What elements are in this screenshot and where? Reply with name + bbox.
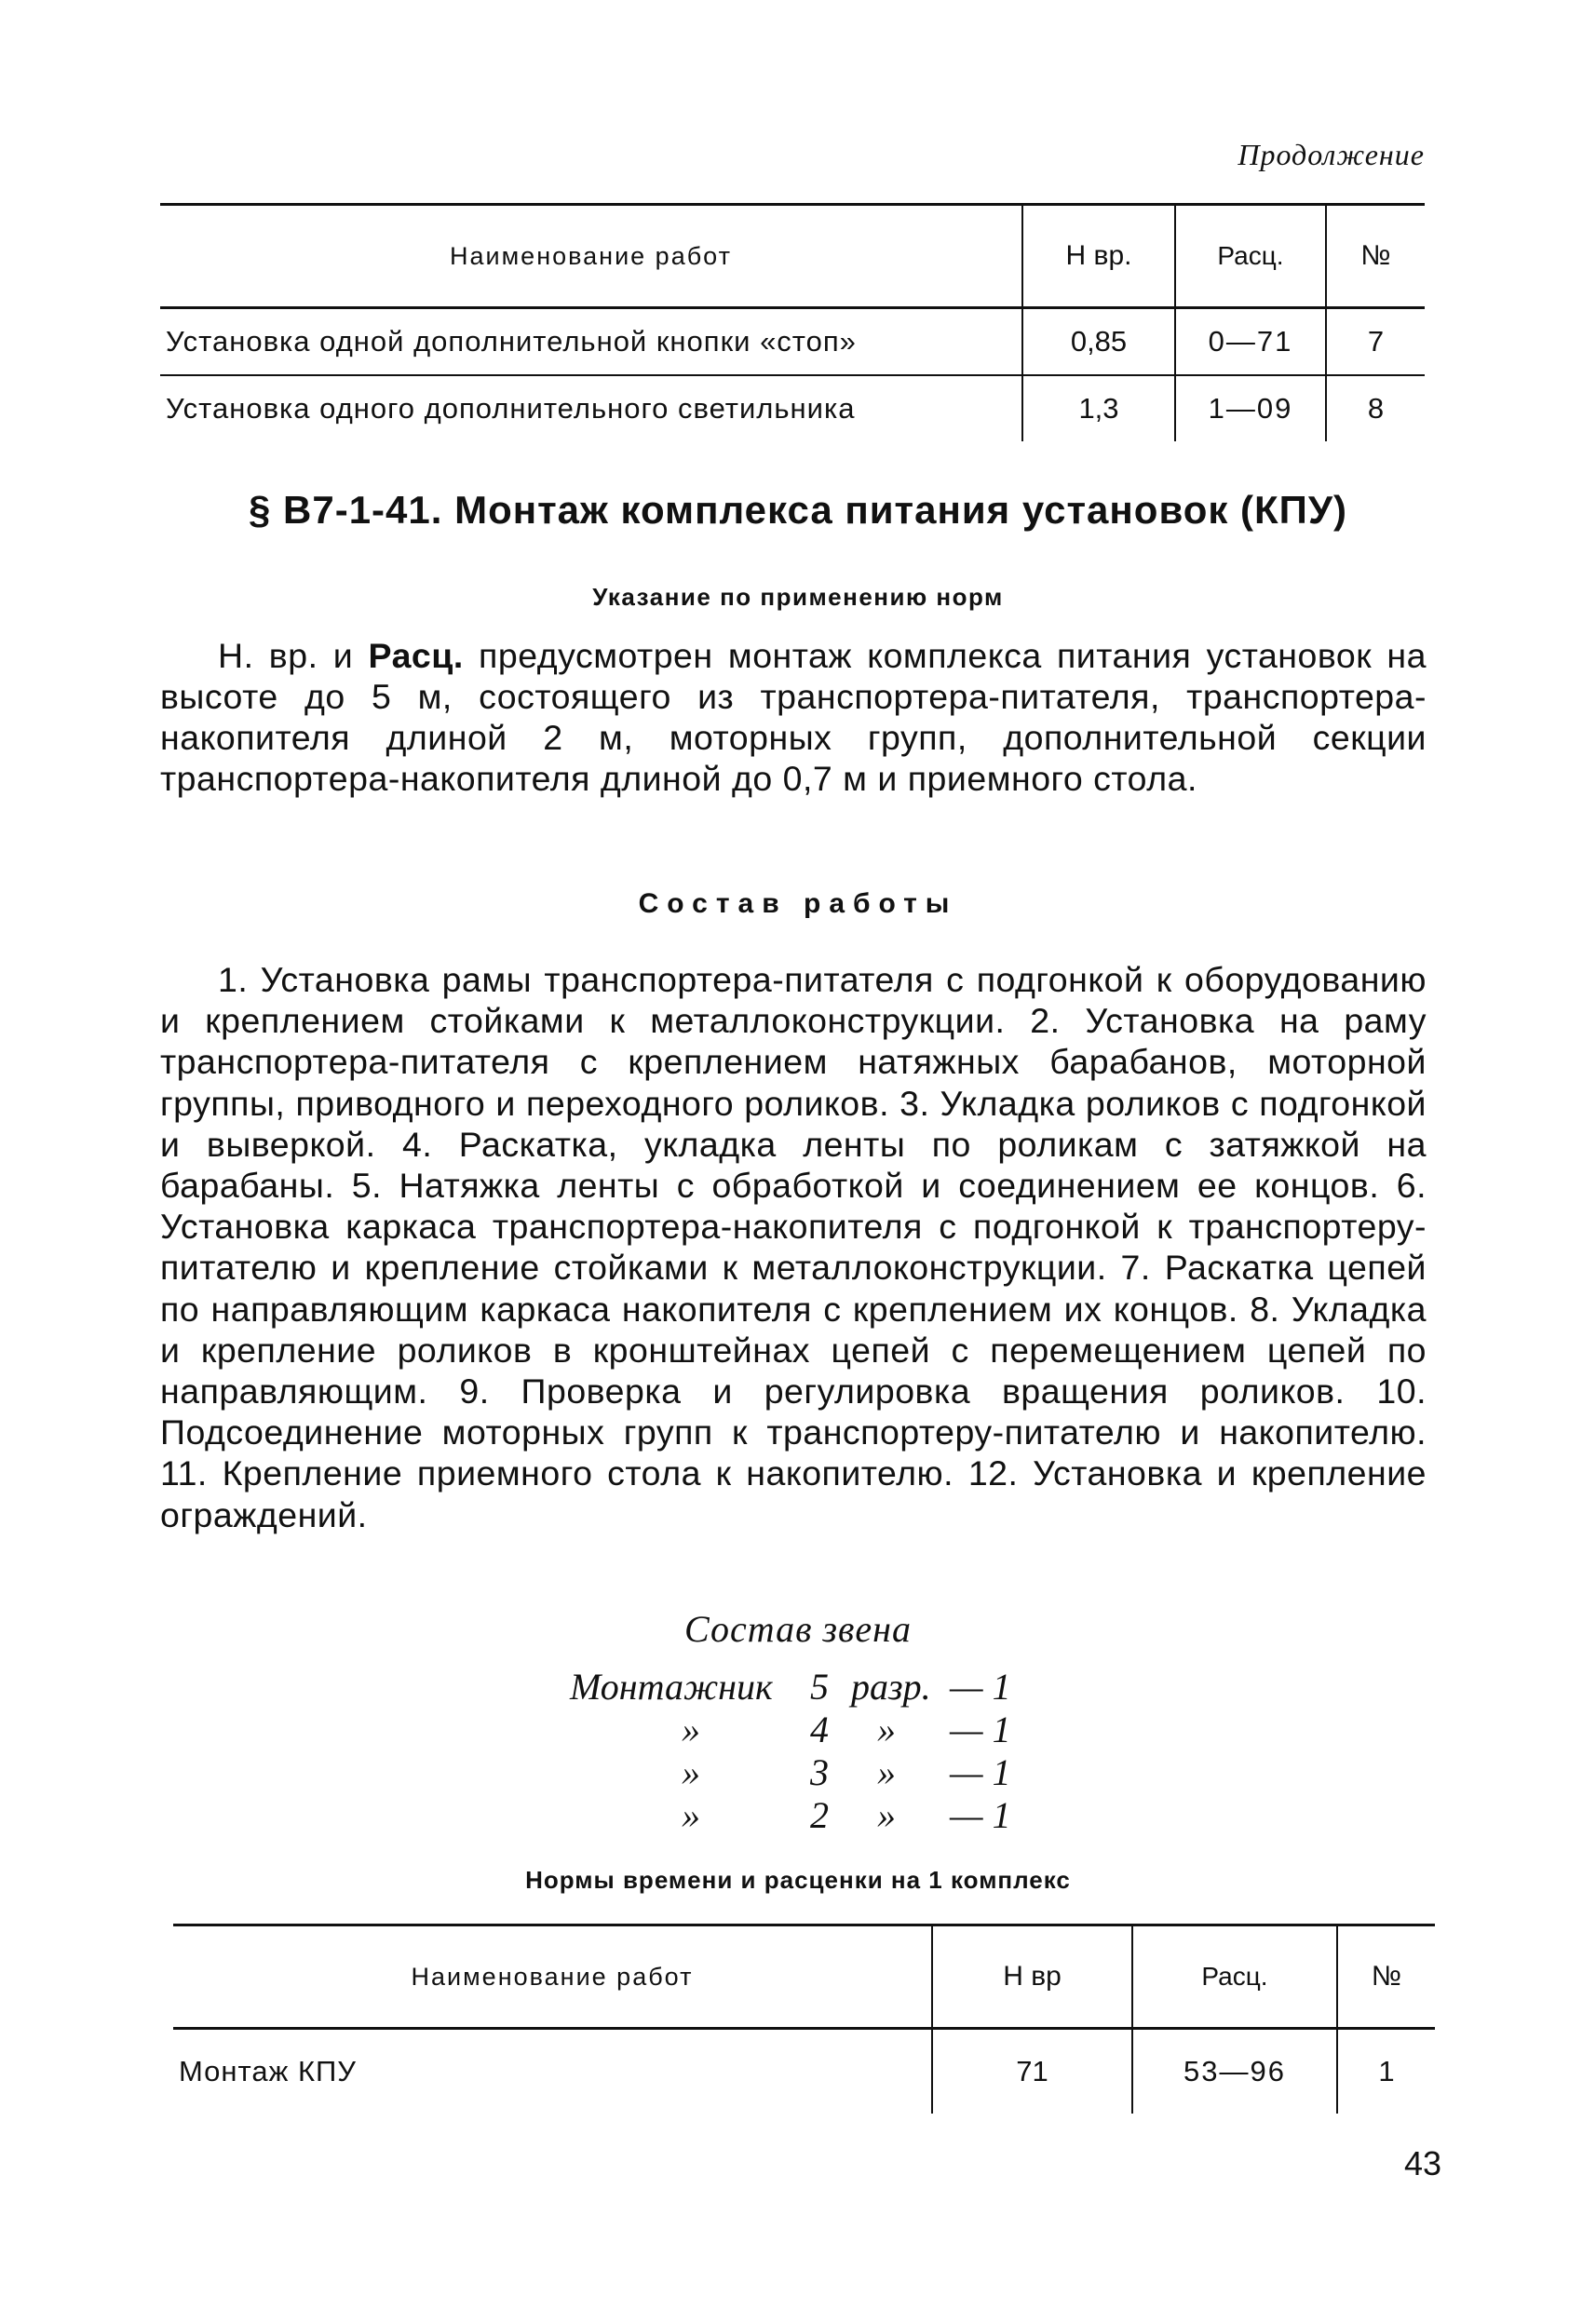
crew-profession: » — [682, 1751, 700, 1793]
row-no: 7 — [1326, 308, 1425, 376]
page-number: 43 — [1403, 2144, 1441, 2182]
crew-grade: 5 — [810, 1666, 829, 1708]
col-header-name: Наименование работ — [160, 205, 1022, 308]
col-header-rate: Расц. — [1175, 205, 1326, 308]
col-header-name: Наименование работ — [173, 1925, 932, 2029]
indications-lead: Н. вр. и — [218, 636, 369, 675]
composition-text: 1. Установка рамы транспортера-питателя с подгонкой к оборудованию и креплением стойками к металлоконструкции. 2. Установка на раму транспортера-питателя с креплением натяжных барабанов, моторной группы, приводного и переходного роликов. 3. Укладка роликов с подгонкой и выверкой. 4. Раскатка, укладка ленты по роликам с затяжкой на барабаны. 5. Натяжка ленты с обработкой и соединением ее концов. 6. Установка каркаса транспортера-накопителя с подгонкой к транспортеру-питателю и крепление стойками к металлоконструкции. 7. Раскатка цепей по направляющим каркаса накопителя с креплением их концов. 8. Укладка и крепление роликов в кронштейнах цепей с перемещением цепей по направляющим. 9. Проверка и регулировка вращения роликов. 10. Подсоединение моторных групп к транспортеру-питателю и накопителю. 11. Крепление приемного стола к накопителю. 12. Установка и крепление ограждений. — [160, 960, 1427, 1534]
crew-count: — 1 — [950, 1794, 1011, 1836]
section-subtitle: Указание по применению норм — [592, 583, 1004, 611]
table-header-row — [160, 205, 1425, 308]
crew-title: Состав звена — [683, 1608, 912, 1650]
crew-grade: 4 — [810, 1709, 829, 1750]
composition-paragraph — [160, 959, 1427, 1535]
norms-table — [173, 1924, 1435, 2114]
indications-text: предусмотрен монтаж комплекса питания установок на высоте до 5 м, состоящего из транспортера-питателя, транспортера-накопителя длиной 2 м, моторных групп, дополнительной секции транспортера-накопителя длиной до 0,7 м и приемного стола. — [160, 636, 1427, 798]
indications-paragraph — [160, 635, 1427, 799]
indications-bold: Расц. — [368, 636, 464, 675]
norms-table-continued — [160, 203, 1425, 441]
row-rate: 0—71 — [1175, 308, 1326, 376]
norms-caption: Нормы времени и расценки на 1 комплекс — [525, 1866, 1071, 1894]
continuation-label: Продолжение — [1238, 138, 1425, 171]
row-name: Монтаж КПУ — [179, 2055, 358, 2087]
crew-unit: разр. — [851, 1666, 931, 1708]
composition-heading: Состав работы — [638, 888, 958, 919]
crew-grade: 2 — [810, 1794, 829, 1836]
col-header-rate: Расц. — [1132, 1925, 1337, 2029]
crew-profession: Монтажник — [570, 1666, 773, 1708]
col-header-hvr: Н вр — [932, 1925, 1132, 2029]
row-no: 1 — [1337, 2029, 1435, 2114]
section-title: § В7-1-41. Монтаж комплекса питания установок (КПУ) — [249, 488, 1347, 532]
crew-count: — 1 — [950, 1709, 1011, 1750]
col-header-no: № — [1326, 205, 1425, 308]
row-name: Установка одной дополнительной кнопки «стоп» — [160, 308, 1022, 376]
crew-count: — 1 — [950, 1751, 1011, 1793]
crew-unit: » — [877, 1709, 896, 1750]
table-row — [160, 308, 1425, 376]
crew-unit: » — [877, 1751, 896, 1793]
row-name: Установка одного дополнительного светильника — [166, 392, 856, 425]
row-hvr: 71 — [932, 2029, 1132, 2114]
crew-profession: » — [682, 1709, 700, 1750]
row-rate: 53—96 — [1132, 2029, 1337, 2114]
col-header-no: № — [1337, 1925, 1435, 2029]
col-header-hvr: Н вр. — [1022, 205, 1175, 308]
crew-grade: 3 — [810, 1751, 829, 1793]
row-hvr: 0,85 — [1022, 308, 1175, 376]
crew-profession: » — [682, 1794, 700, 1836]
table-header-row — [173, 1925, 1435, 2029]
row-no: 8 — [1326, 375, 1425, 441]
crew-count: — 1 — [950, 1666, 1011, 1708]
row-rate: 1—09 — [1175, 375, 1326, 441]
table-row — [160, 375, 1425, 441]
crew-unit: » — [877, 1794, 896, 1836]
row-hvr: 1,3 — [1022, 375, 1175, 441]
table-row — [173, 2029, 1435, 2114]
